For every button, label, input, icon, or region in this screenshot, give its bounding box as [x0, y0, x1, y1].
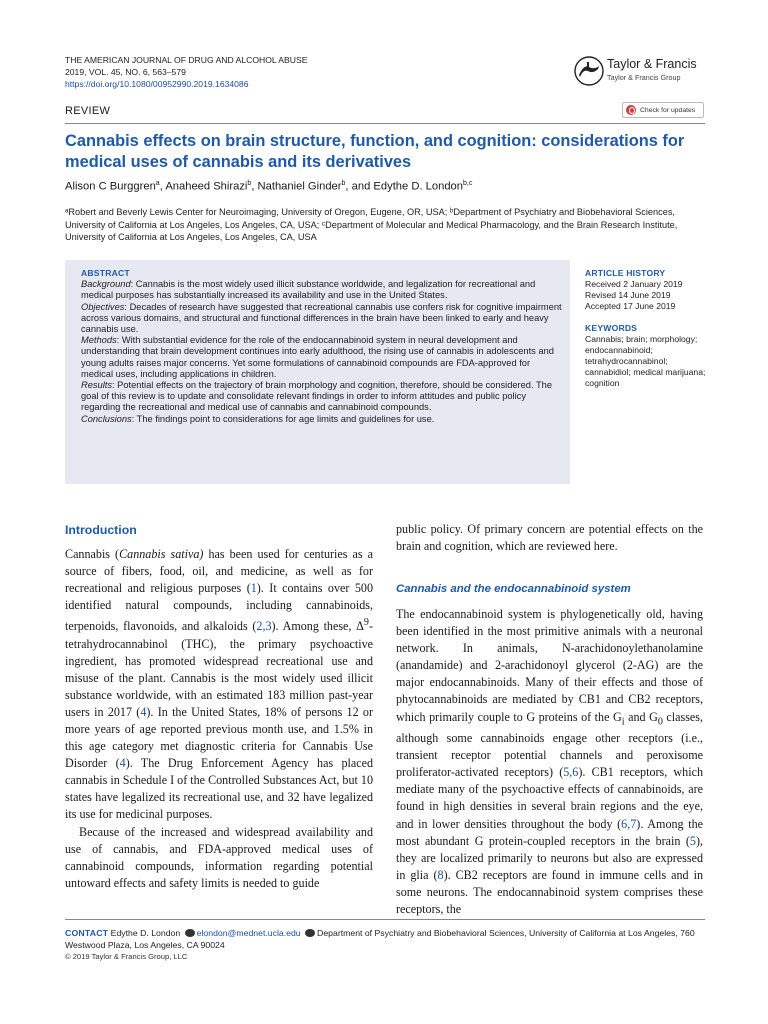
abstract-label: Objectives [81, 301, 125, 312]
abstract-label: Conclusions [81, 413, 132, 424]
body-text: ). The Drug Enforcement Agency has placed cannabis in Schedule I of the Controlled Substances Act, but 10 states have legalized its recreational use, and 32 have legalized its use for medicinal purposes. [65, 756, 373, 822]
abstract [81, 268, 563, 425]
email-icon [185, 929, 195, 937]
article-history [585, 268, 710, 312]
abstract-results [81, 380, 563, 414]
body-text: ). In the United States, 18% of persons 12 or more years of age reported previous month use, and 1.5% in this age category met diagnostic criteria for Cannabis Use Disorder ( [65, 704, 374, 771]
article-type: REVIEW [65, 105, 111, 117]
superscript: 9 [363, 617, 369, 629]
body-column-right [396, 606, 703, 918]
email-link[interactable]: elondon@mednet.ucla.edu [196, 928, 301, 938]
endocannabinoid-paragraph [396, 606, 703, 918]
contact-name: Edythe D. London [110, 928, 181, 938]
body-text: The endocannabinoid system is phylogenetically old, having been identified in the most primitive animals with a neuronal network. In animals, N-arachidonoylethanolamine (anandamide) and 2-arachidonoyl glycerol (2-AG) are the major endocannabinoids. Many of their effects and those of phytocannabinoids are mediated by CB1 and CB2 receptors, which primarily couple to G proteins of the G [396, 607, 703, 724]
abstract-methods [81, 335, 563, 380]
abstract-text: : The findings point to considerations for age limits and guidelines for use. [131, 413, 435, 424]
abstract-background [81, 279, 563, 301]
author-name: Edythe D. London [373, 180, 463, 193]
revised-date: Revised 14 June 2019 [585, 290, 671, 300]
body-text: ), they are localized primarily to neurons but also are expressed in glia ( [396, 833, 703, 882]
body-text: Cannabis ( [65, 547, 120, 561]
journal-info [65, 54, 307, 90]
body-text: classes, although some cannabinoids engage other receptors (i.e., transient receptor potential channels and peroxisome proliferator-activated receptors) ( [396, 709, 703, 780]
body-text: ). Among these, Δ [271, 619, 364, 634]
abstract-label: Results [81, 380, 113, 391]
citation-link[interactable]: 4 [119, 756, 126, 771]
keywords-heading: KEYWORDS [585, 323, 638, 333]
author-name: Nathaniel Ginder [257, 180, 342, 193]
keywords-text: Cannabis; brain; morphology; endocannabinoid; tetrahydrocannabinol; cannabidiol; medical marijuana; cognition [585, 334, 706, 388]
abstract-text: : With substantial evidence for the role of the endocannabinoid system in neural development and understanding that brain development continues into early adulthood, the rising use of cannabis in adolescents and young adults raises major concerns. Yet some formulations of cannabinoid compounds are FDA-approved for medical uses, including applications in children. [81, 335, 554, 379]
doi-link[interactable]: https://doi.org/10.1080/00952990.2019.1634086 [65, 79, 249, 89]
intro-paragraph-1 [65, 546, 373, 824]
citation-link[interactable]: 4 [140, 704, 147, 719]
body-text: -tetrahydrocannabinol (THC), the primary psychoactive ingredient, has promoted widespread recreational use and misuse of the plant. Cannabis is the most widely used illicit substance worldwide, with an estimated 183 million past-year users in 2017 ( [65, 619, 373, 719]
body-text: ). Among the most abundant G protein-coupled receptors in the brain ( [396, 816, 703, 848]
received-date: Received 2 January 2019 [585, 279, 683, 289]
publisher-group: Taylor & Francis Group [607, 73, 681, 82]
citation-link[interactable]: 8 [437, 867, 444, 882]
body-text: and G [624, 709, 658, 724]
abstract-label: Methods [81, 335, 117, 346]
author-affil-mark: b [247, 180, 252, 187]
header-divider [65, 123, 705, 124]
body-column-left [65, 546, 373, 892]
citation-link[interactable]: 6,7 [621, 816, 637, 831]
history-heading: ARTICLE HISTORY [585, 268, 666, 278]
author-name: Alison C Burggren [65, 180, 156, 193]
abstract-text: : Potential effects on the trajectory of brain morphology and cognition, therefore, should be considered. The goal of this review is to update and consolidate relevant findings in order to inform attitudes and public policy regarding the recreational and medical use of cannabis and cannabinoid compounds. [81, 380, 552, 413]
species-name: Cannabis sativa) [119, 547, 204, 561]
abstract-heading: ABSTRACT [81, 268, 130, 278]
journal-name: THE AMERICAN JOURNAL OF DRUG AND ALCOHOL ABUSE [65, 55, 308, 65]
keywords [585, 323, 710, 389]
contact-label: CONTACT [65, 928, 109, 938]
abstract-text: : Decades of research have suggested that recreational cannabis use confers risk for cognitive impairment across various domains, and structural and functional differences in the brain have been linked to early and heavy cannabis use. [81, 301, 562, 335]
citation-link[interactable]: 5,6 [563, 765, 579, 780]
body-text: ). CB1 receptors, which mediate many of the psychoactive effects of cannabinoids, are found in high densities in several brain regions and the eye, and in lower densities throughout the body ( [396, 765, 703, 831]
check-for-updates-button[interactable] [622, 102, 704, 118]
check-updates-icon [626, 105, 636, 115]
body-column-right-top [396, 521, 703, 555]
body-paragraph: public policy. Of primary concern are potential effects on the brain and cognition, which are reviewed here. [396, 522, 703, 554]
section-heading-introduction: Introduction [65, 523, 137, 537]
volume-line: 2019, VOL. 45, NO. 6, 563–579 [65, 67, 186, 77]
author-and: and [351, 180, 371, 193]
author-affil-mark: a [155, 180, 160, 187]
body-text: ). CB2 receptors are found in immune cells and in some neurons. The endocannabinoid system comprises these receptors, the [396, 867, 703, 916]
intro-paragraph-2: Because of the increased and widespread availability and use of cannabis, and FDA-approved medical uses of cannabinoid compounds, information regarding potential untoward effects and safety limits is needed to guide [65, 824, 373, 890]
abstract-objectives [81, 302, 563, 336]
footer-divider [65, 919, 705, 920]
author-name: Anaheed Shirazi [165, 180, 248, 193]
abstract-label: Background [81, 279, 131, 290]
check-updates-label: Check for updates [640, 106, 696, 114]
author-list: Alison C Burggren$^a$, Anaheed Shirazi$^b$, Nathaniel Ginder$^b$, and Edythe D. London$^{b,c}$ [65, 180, 473, 193]
address-icon [305, 929, 315, 937]
subscript: 0 [657, 715, 663, 727]
subscript: i [621, 715, 625, 727]
author-affil-mark: b [341, 180, 346, 187]
affiliations: ᵃRobert and Beverly Lewis Center for Neuroimaging, University of Oregon, Eugene, OR, USA; ᵇDepartment of Psychiatry and Biobehavioral Sciences, University of California at Los Angeles, Los Angeles, CA, USA; ᶜDepartment of Molecular and Medical Pharmacology, and the Brain Research Institute, University of California at Los Angeles, Los Angeles, CA, USA [65, 207, 678, 243]
publisher-name: Taylor & Francis [607, 57, 697, 71]
article-title: Cannabis effects on brain structure, function, and cognition: considerations for medical uses of cannabis and its derivatives [65, 132, 685, 171]
abstract-conclusions [81, 414, 563, 425]
abstract-text: : Cannabis is the most widely used illicit substance worldwide, and legalization for recreational and medical purposes has substantially increased its availability and use in the United States. [81, 279, 536, 301]
accepted-date: Accepted 17 June 2019 [585, 301, 676, 311]
body-text: ). It contains over 500 identified natural compounds, including cannabinoids, terpenoids, flavonoids, and alkaloids ( [65, 581, 374, 634]
body-text: has been used for centuries as a source of fibers, food, oil, and medicine, as well as for recreational and religious purposes ( [65, 547, 373, 596]
citation-link[interactable]: 2,3 [256, 619, 272, 634]
contact-info [65, 927, 710, 951]
section-heading-endocannabinoid: Cannabis and the endocannabinoid system [396, 583, 631, 595]
contact-address: Department of Psychiatry and Biobehavioral Sciences, University of California at Los Angeles, 760 Westwood Plaza, Los Angeles, CA 90024 [65, 928, 695, 950]
citation-link[interactable]: 1 [250, 581, 257, 596]
citation-link[interactable]: 5 [689, 833, 696, 848]
author-affil-mark: b,c [463, 180, 473, 187]
copyright: © 2019 Taylor & Francis Group, LLC [65, 952, 188, 961]
